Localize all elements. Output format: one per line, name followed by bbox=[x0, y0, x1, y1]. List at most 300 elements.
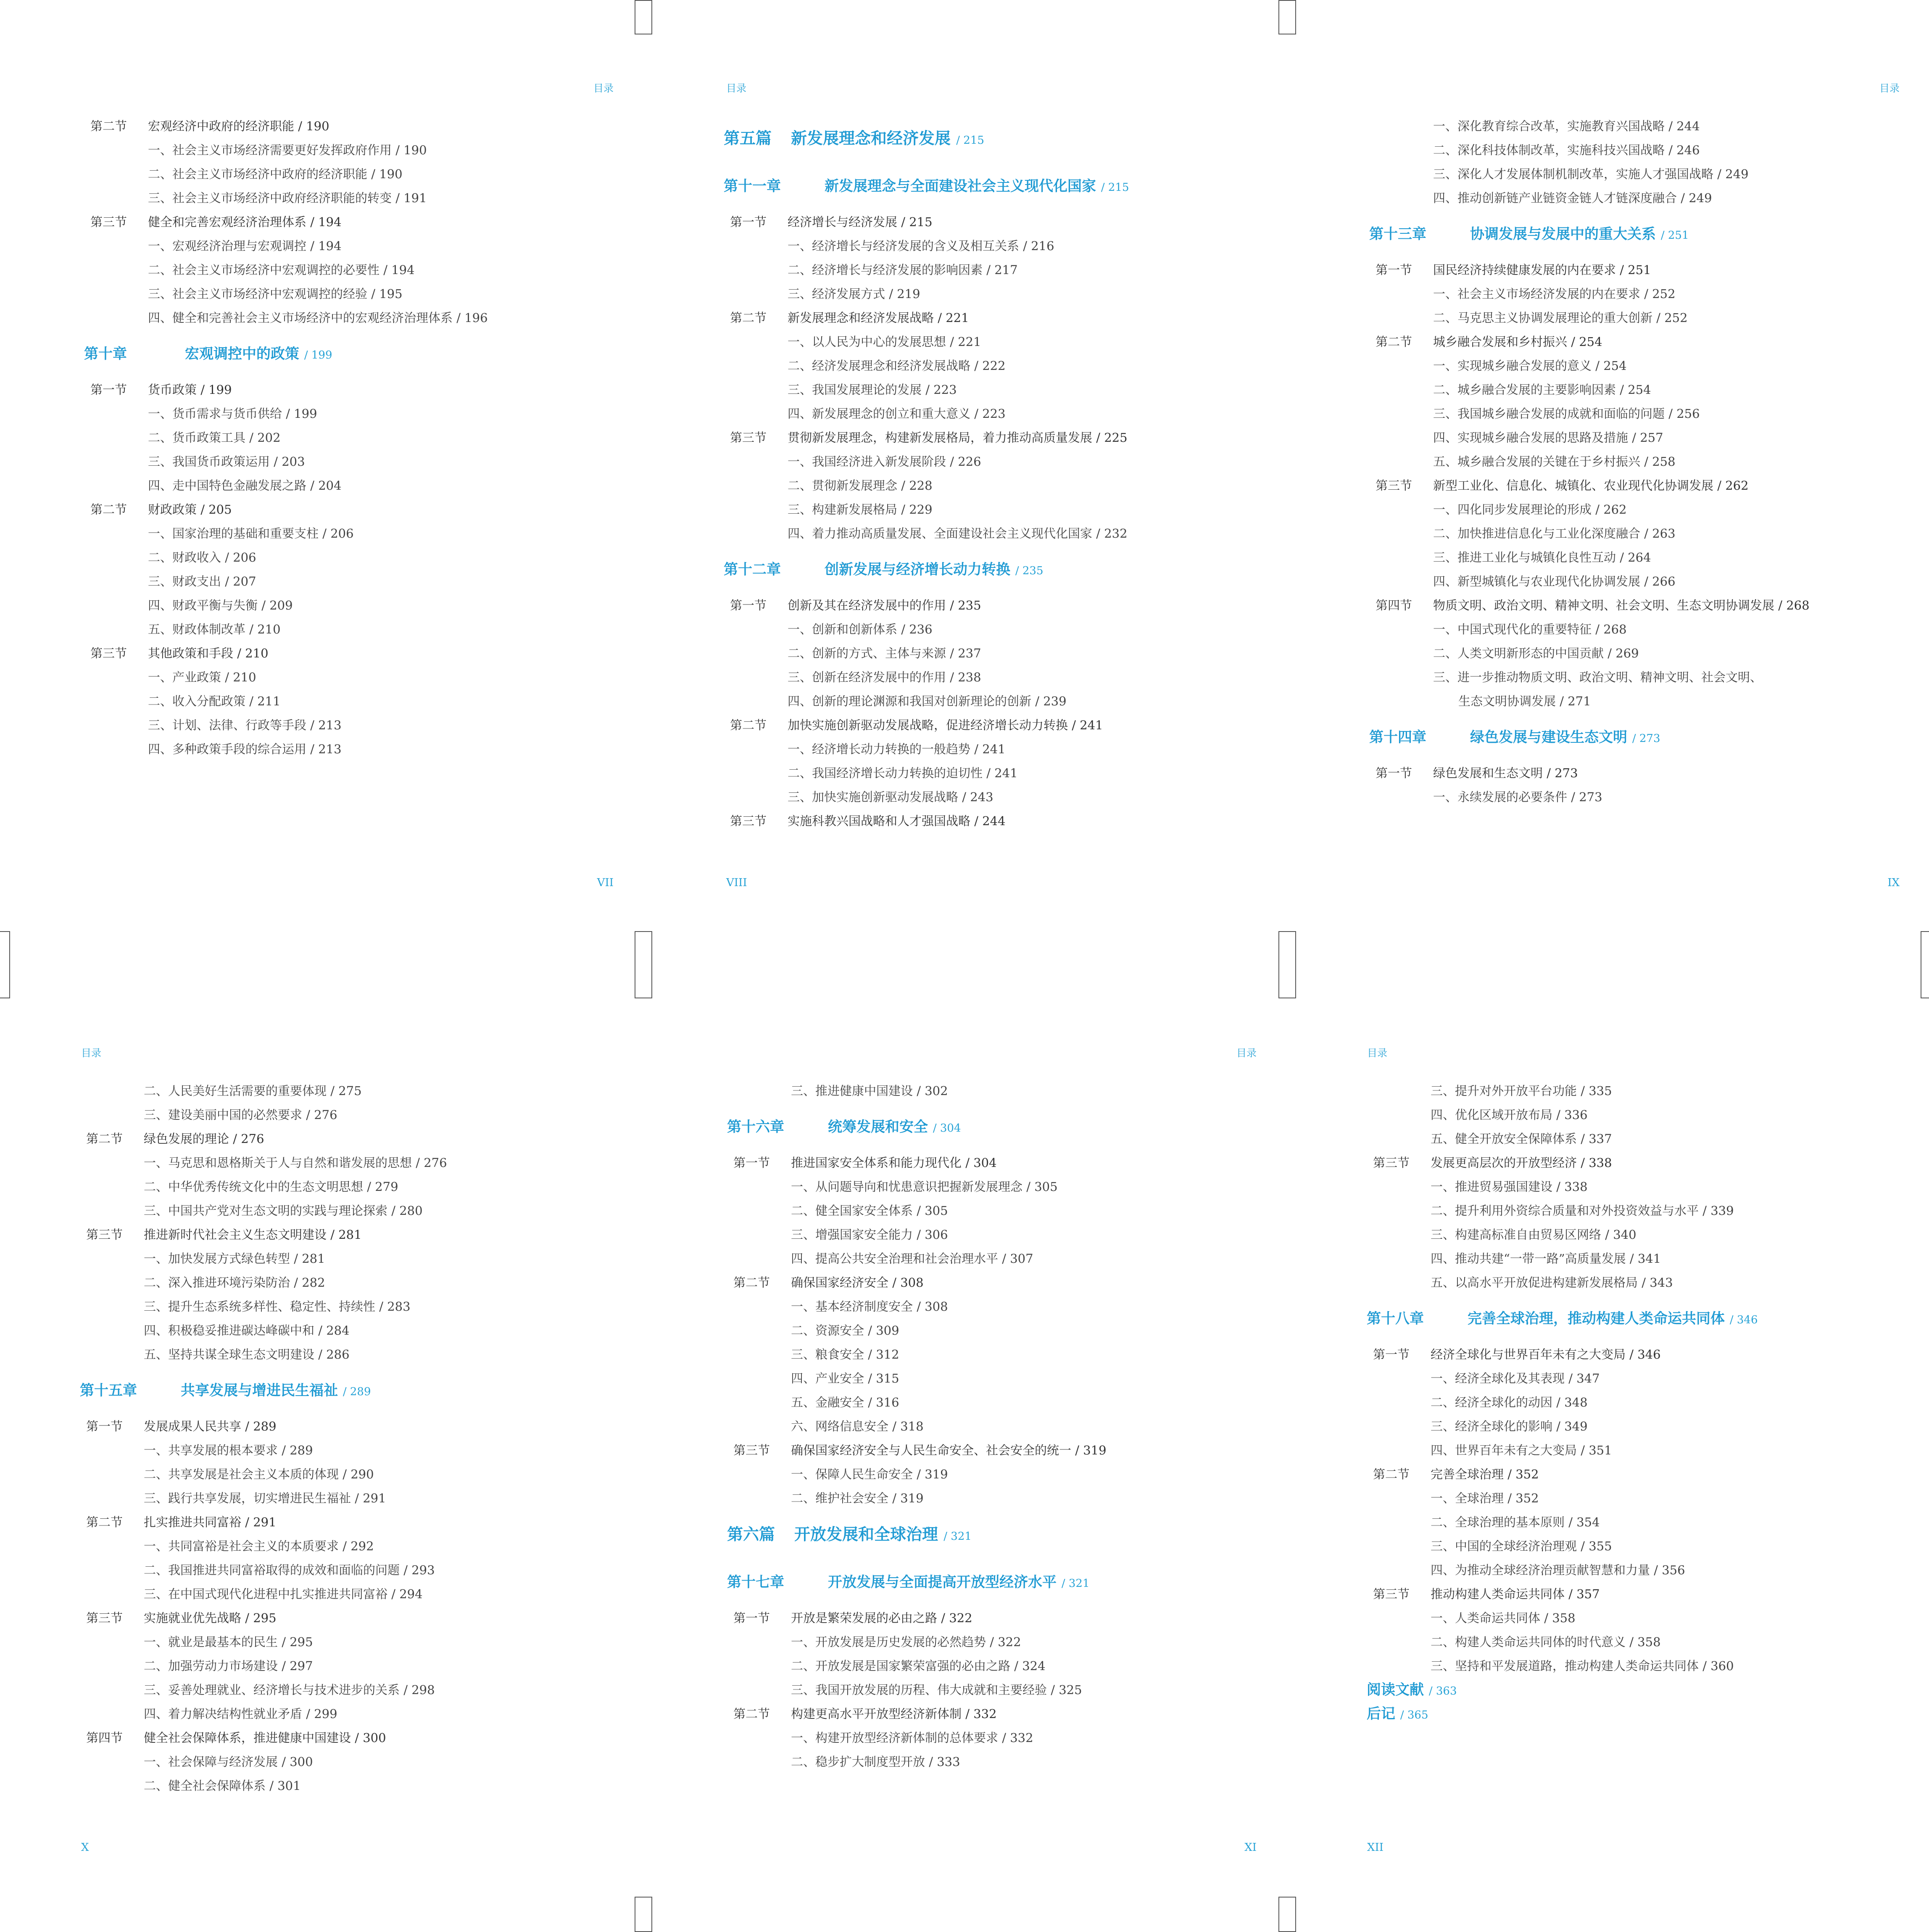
entry-label: 第三节 bbox=[86, 1227, 123, 1242]
entry-text: 新发展理念与全面建设社会主义现代化国家 bbox=[825, 178, 1096, 195]
entry-title bbox=[1433, 354, 1627, 378]
entry-text: 城乡融合发展和乡村振兴 / 254 bbox=[1433, 335, 1602, 349]
entry-label: 第三节 bbox=[730, 814, 767, 828]
entry-text: 推进国家安全体系和能力现代化 / 304 bbox=[791, 1156, 997, 1170]
entry-text: 一、基本经济制度安全 / 308 bbox=[791, 1299, 948, 1314]
entry-title bbox=[148, 474, 342, 498]
entry-title bbox=[791, 1343, 899, 1367]
entry-label: 第二节 bbox=[86, 1515, 123, 1529]
entry-text: 二、货币政策工具 / 202 bbox=[148, 430, 281, 445]
entry-text: 二、中华优秀传统文化中的生态文明思想 / 279 bbox=[144, 1180, 398, 1194]
entry-title bbox=[828, 1103, 961, 1152]
entry-title bbox=[144, 1510, 277, 1534]
entry-title bbox=[791, 1462, 948, 1486]
page-number: X bbox=[81, 1841, 89, 1854]
entry-title bbox=[788, 258, 1018, 282]
crop-mark bbox=[1278, 1897, 1296, 1932]
entry-text: 开放发展与全面提高开放型经济水平 bbox=[828, 1574, 1057, 1591]
entry-page-number: / 273 bbox=[1632, 732, 1660, 745]
entry-title bbox=[144, 1486, 386, 1510]
entry-title bbox=[144, 1079, 362, 1103]
entry-title bbox=[144, 1295, 411, 1319]
entry-text: 一、经济增长与经济发展的含义及相互关系 / 216 bbox=[788, 239, 1054, 253]
entry-title bbox=[1433, 426, 1663, 450]
entry-title bbox=[788, 354, 1006, 378]
entry-label: 第二节 bbox=[1373, 1467, 1410, 1481]
entry-text: 健全和完善宏观经济治理体系 / 194 bbox=[148, 215, 342, 229]
entry-text: 四、着力解决结构性就业矛盾 / 299 bbox=[144, 1707, 337, 1721]
entry-title bbox=[144, 1247, 325, 1271]
entry-text: 三、提升生态系统多样性、稳定性、持续性 / 283 bbox=[144, 1299, 411, 1314]
entry-title bbox=[788, 713, 1103, 737]
entry-text: 完善全球治理，推动构建人类命运共同体 bbox=[1468, 1310, 1725, 1327]
entry-page-number: / 199 bbox=[304, 349, 332, 362]
entry-text: 开放是繁荣发展的必由之路 / 322 bbox=[791, 1611, 972, 1625]
entry-text: 三、增强国家安全能力 / 306 bbox=[791, 1227, 948, 1242]
entry-text: 一、四化同步发展理论的形成 / 262 bbox=[1433, 502, 1627, 517]
entry-title bbox=[1433, 761, 1578, 785]
entry-title bbox=[1433, 474, 1749, 498]
entry-text: 三、建设美丽中国的必然要求 / 276 bbox=[144, 1108, 337, 1122]
entry-text: 一、推进贸易强国建设 / 338 bbox=[1431, 1180, 1588, 1194]
entry-title bbox=[791, 1271, 924, 1295]
entry-title bbox=[1431, 1247, 1661, 1271]
entry-label: 第一节 bbox=[733, 1611, 770, 1625]
entry-label: 第三节 bbox=[730, 430, 767, 445]
entry-title bbox=[791, 1079, 948, 1103]
crop-mark bbox=[1921, 931, 1929, 998]
entry-text: 创新及其在经济发展中的作用 / 235 bbox=[788, 598, 981, 612]
entry-title bbox=[1458, 689, 1591, 713]
entry-label: 第一节 bbox=[1376, 766, 1412, 780]
page-number: IX bbox=[1887, 876, 1900, 889]
entry-title bbox=[148, 234, 342, 258]
entry-text: 三、推进工业化与城镇化良性互动 / 264 bbox=[1433, 550, 1651, 565]
entry-title bbox=[791, 1726, 1033, 1750]
entry-label: 第二节 bbox=[1376, 335, 1412, 349]
entry-text: 绿色发展的理论 / 276 bbox=[144, 1132, 264, 1146]
toc-page-xi bbox=[643, 965, 1286, 1929]
entry-title bbox=[791, 1367, 899, 1391]
entry-text: 一、人类命运共同体 / 358 bbox=[1431, 1611, 1576, 1625]
entry-title bbox=[148, 665, 256, 689]
entry-text: 后记 bbox=[1367, 1705, 1395, 1722]
entry-text: 贯彻新发展理念，构建新发展格局，着力推动高质量发展 / 225 bbox=[788, 430, 1128, 445]
entry-text: 三、进一步推动物质文明、政治文明、精神文明、社会文明、 bbox=[1433, 670, 1763, 684]
entry-text: 经济增长与经济发展 / 215 bbox=[788, 215, 933, 229]
entry-text: 一、货币需求与货币供给 / 199 bbox=[148, 406, 317, 421]
entry-text: 财政政策 / 205 bbox=[148, 502, 232, 517]
entry-title bbox=[1431, 1223, 1636, 1247]
entry-title bbox=[788, 210, 933, 234]
entry-label: 第一节 bbox=[733, 1156, 770, 1170]
entry-title bbox=[1433, 450, 1676, 474]
entry-title bbox=[148, 210, 342, 234]
entry-text: 其他政策和手段 / 210 bbox=[148, 646, 269, 660]
entry-text: 一、产业政策 / 210 bbox=[148, 670, 256, 684]
entry-title bbox=[788, 282, 920, 306]
entry-title bbox=[1431, 1079, 1612, 1103]
entry-title bbox=[788, 618, 933, 641]
entry-title bbox=[148, 713, 342, 737]
entry-text: 二、维护社会安全 / 319 bbox=[791, 1491, 924, 1505]
entry-title bbox=[1431, 1582, 1600, 1606]
entry-title bbox=[788, 306, 969, 330]
entry-text: 三、我国城乡融合发展的成就和面临的问题 / 256 bbox=[1433, 406, 1700, 421]
entry-title bbox=[148, 378, 232, 402]
entry-text: 发展成果人民共享 / 289 bbox=[144, 1419, 277, 1433]
entry-text: 四、推动共建“一带一路”高质量发展 / 341 bbox=[1431, 1251, 1661, 1266]
entry-title bbox=[791, 1678, 1082, 1702]
entry-text: 三、经济发展方式 / 219 bbox=[788, 287, 920, 301]
entry-text: 三、加快实施创新驱动发展战略 / 243 bbox=[788, 790, 993, 804]
entry-title bbox=[1431, 1462, 1539, 1486]
entry-text: 一、社会主义市场经济发展的内在要求 / 252 bbox=[1433, 287, 1676, 301]
entry-title bbox=[791, 1438, 1107, 1462]
entry-text: 四、财政平衡与失衡 / 209 bbox=[148, 598, 293, 612]
entry-label: 第四节 bbox=[86, 1731, 123, 1745]
entry-text: 一、保障人民生命安全 / 319 bbox=[791, 1467, 948, 1481]
entry-text: 四、推动创新链产业链资金链人才链深度融合 / 249 bbox=[1433, 191, 1712, 205]
entry-text: 三、中国的全球经济治理观 / 355 bbox=[1431, 1539, 1612, 1553]
entry-text: 一、实现城乡融合发展的意义 / 254 bbox=[1433, 359, 1627, 373]
entry-label: 第三节 bbox=[1376, 478, 1412, 493]
page-number: XI bbox=[1244, 1841, 1257, 1854]
entry-text: 三、财政支出 / 207 bbox=[148, 574, 256, 589]
entry-text: 一、经济全球化及其表现 / 347 bbox=[1431, 1371, 1600, 1386]
entry-text: 一、加快发展方式绿色转型 / 281 bbox=[144, 1251, 325, 1266]
entry-text: 二、共享发展是社会主义本质的体现 / 290 bbox=[144, 1467, 374, 1481]
entry-title bbox=[1433, 498, 1627, 522]
crop-mark bbox=[635, 931, 652, 998]
running-header: 目录 bbox=[1879, 82, 1900, 94]
entry-text: 二、马克思主义协调发展理论的重大创新 / 252 bbox=[1433, 311, 1688, 325]
entry-text: 二、人类文明新形态的中国贡献 / 269 bbox=[1433, 646, 1639, 660]
entry-text: 一、永续发展的必要条件 / 273 bbox=[1433, 790, 1602, 804]
entry-label: 第一节 bbox=[90, 383, 127, 397]
entry-page-number: / 304 bbox=[933, 1122, 961, 1135]
running-header: 目录 bbox=[1236, 1047, 1257, 1059]
entry-page-number: / 321 bbox=[943, 1530, 972, 1543]
entry-title bbox=[791, 1702, 997, 1726]
entry-text: 五、以高水平开放促进构建新发展格局 / 343 bbox=[1431, 1275, 1673, 1290]
entry-title bbox=[825, 546, 1044, 595]
entry-title bbox=[791, 1391, 899, 1415]
entry-title bbox=[788, 234, 1054, 258]
entry-text: 二、开放发展是国家繁荣富强的必由之路 / 324 bbox=[791, 1659, 1046, 1673]
entry-text: 一、共享发展的根本要求 / 289 bbox=[144, 1443, 313, 1457]
crop-mark bbox=[1278, 0, 1296, 34]
entry-label: 第一节 bbox=[86, 1419, 123, 1433]
entry-text: 二、贯彻新发展理念 / 228 bbox=[788, 478, 933, 493]
entry-title bbox=[791, 1486, 924, 1510]
entry-title bbox=[1433, 282, 1676, 306]
entry-text: 四、优化区域开放布局 / 336 bbox=[1431, 1108, 1588, 1122]
entry-label: 第十二章 bbox=[724, 561, 781, 578]
entry-title bbox=[144, 1151, 447, 1175]
entry-title bbox=[1433, 618, 1627, 641]
entry-text: 二、深入推进环境污染防治 / 282 bbox=[144, 1275, 325, 1290]
entry-text: 一、构建开放型经济新体制的总体要求 / 332 bbox=[791, 1731, 1033, 1745]
entry-text: 健全社会保障体系，推进健康中国建设 / 300 bbox=[144, 1731, 386, 1745]
entry-title bbox=[144, 1415, 277, 1438]
entry-text: 二、深化科技体制改革，实施科技兴国战略 / 246 bbox=[1433, 143, 1700, 157]
entry-title bbox=[791, 1606, 972, 1630]
entry-text: 二、社会主义市场经济中政府的经济职能 / 190 bbox=[148, 167, 403, 181]
running-header: 目录 bbox=[593, 82, 614, 94]
entry-title bbox=[144, 1750, 313, 1774]
entry-text: 二、创新的方式、主体与来源 / 237 bbox=[788, 646, 981, 660]
entry-label: 第三节 bbox=[86, 1611, 123, 1625]
entry-text: 三、提升对外开放平台功能 / 335 bbox=[1431, 1084, 1612, 1098]
entry-label: 第二节 bbox=[90, 502, 127, 517]
entry-title bbox=[791, 1319, 899, 1343]
entry-text: 确保国家经济安全与人民生命安全、社会安全的统一 / 319 bbox=[791, 1443, 1107, 1457]
entry-label: 第三节 bbox=[90, 215, 127, 229]
entry-title bbox=[1470, 210, 1689, 259]
entry-label: 第二节 bbox=[730, 311, 767, 325]
entry-text: 绿色发展和生态文明 / 273 bbox=[1433, 766, 1578, 780]
running-header: 目录 bbox=[1367, 1047, 1387, 1059]
entry-label: 第十七章 bbox=[727, 1574, 784, 1591]
entry-text: 四、新发展理念的创立和重大意义 / 223 bbox=[788, 406, 1006, 421]
entry-label: 第二节 bbox=[90, 119, 127, 133]
crop-mark bbox=[1278, 931, 1296, 998]
entry-label: 第十六章 bbox=[727, 1119, 784, 1135]
entry-title bbox=[1433, 402, 1700, 426]
crop-mark bbox=[635, 0, 652, 34]
entry-title bbox=[148, 282, 403, 306]
entry-text: 加快实施创新驱动发展战略，促进经济增长动力转换 / 241 bbox=[788, 718, 1103, 732]
entry-label: 第三节 bbox=[90, 646, 127, 660]
toc-page-xii bbox=[1286, 965, 1929, 1929]
entry-text: 四、多种政策手段的综合运用 / 213 bbox=[148, 742, 342, 756]
entry-text: 四、创新的理论渊源和我国对创新理论的创新 / 239 bbox=[788, 694, 1067, 708]
entry-text: 二、提升利用外资综合质量和对外投资效益与水平 / 339 bbox=[1431, 1204, 1734, 1218]
entry-title bbox=[788, 402, 1006, 426]
entry-text: 一、国家治理的基础和重要支柱 / 206 bbox=[148, 526, 354, 541]
entry-text: 三、社会主义市场经济中政府经济职能的转变 / 191 bbox=[148, 191, 427, 205]
entry-title bbox=[144, 1678, 435, 1702]
entry-title bbox=[1433, 138, 1700, 162]
entry-text: 一、开放发展是历史发展的必然趋势 / 322 bbox=[791, 1635, 1021, 1649]
entry-title bbox=[1367, 1702, 1428, 1727]
entry-title bbox=[144, 1319, 350, 1343]
entry-text: 六、网络信息安全 / 318 bbox=[791, 1419, 924, 1433]
entry-title bbox=[144, 1271, 325, 1295]
page-number: XII bbox=[1367, 1841, 1384, 1854]
entry-text: 三、经济全球化的影响 / 349 bbox=[1431, 1419, 1588, 1433]
entry-label: 第一节 bbox=[1373, 1347, 1410, 1362]
entry-title bbox=[144, 1175, 398, 1199]
entry-text: 宏观经济中政府的经济职能 / 190 bbox=[148, 119, 329, 133]
entry-title bbox=[148, 641, 269, 665]
entry-label: 第五篇 bbox=[724, 129, 772, 148]
entry-label: 第二节 bbox=[733, 1275, 770, 1290]
entry-title bbox=[144, 1774, 301, 1798]
entry-text: 共享发展与增进民生福祉 bbox=[181, 1382, 338, 1399]
entry-title bbox=[791, 114, 984, 164]
entry-title bbox=[144, 1558, 435, 1582]
entry-text: 一、以人民为中心的发展思想 / 221 bbox=[788, 335, 981, 349]
entry-title bbox=[1433, 522, 1676, 546]
entry-title bbox=[144, 1582, 423, 1606]
entry-text: 三、构建新发展格局 / 229 bbox=[788, 502, 933, 517]
entry-text: 一、深化教育综合改革，实施教育兴国战略 / 244 bbox=[1433, 119, 1700, 133]
entry-title bbox=[144, 1462, 374, 1486]
entry-text: 绿色发展与建设生态文明 bbox=[1470, 729, 1627, 746]
entry-title bbox=[1431, 1654, 1734, 1678]
entry-text: 四、着力推动高质量发展、全面建设社会主义现代化国家 / 232 bbox=[788, 526, 1128, 541]
entry-text: 统筹发展和安全 bbox=[828, 1119, 928, 1135]
entry-text: 二、人民美好生活需要的重要体现 / 275 bbox=[144, 1084, 362, 1098]
entry-title bbox=[1433, 785, 1602, 809]
entry-title bbox=[144, 1654, 313, 1678]
entry-title bbox=[148, 450, 305, 474]
entry-page-number: / 321 bbox=[1061, 1577, 1090, 1590]
entry-text: 一、社会保障与经济发展 / 300 bbox=[144, 1755, 313, 1769]
entry-title bbox=[1431, 1486, 1539, 1510]
entry-title bbox=[1433, 306, 1688, 330]
entry-title bbox=[794, 1510, 972, 1560]
entry-text: 完善全球治理 / 352 bbox=[1431, 1467, 1539, 1481]
entry-text: 四、提高公共安全治理和社会治理水平 / 307 bbox=[791, 1251, 1033, 1266]
entry-text: 三、社会主义市场经济中宏观调控的经验 / 195 bbox=[148, 287, 403, 301]
entry-text: 四、为推动全球经济治理贡献智慧和力量 / 356 bbox=[1431, 1563, 1685, 1577]
entry-title bbox=[1431, 1415, 1588, 1438]
toc-page-viii bbox=[643, 0, 1286, 965]
entry-title bbox=[1431, 1343, 1661, 1367]
crop-mark bbox=[635, 1897, 652, 1932]
entry-title bbox=[1431, 1510, 1600, 1534]
entry-title bbox=[1433, 570, 1676, 594]
entry-text: 推动构建人类命运共同体 / 357 bbox=[1431, 1587, 1600, 1601]
entry-title bbox=[788, 450, 981, 474]
entry-text: 四、产业安全 / 315 bbox=[791, 1371, 899, 1386]
entry-title bbox=[1367, 1678, 1457, 1703]
entry-title bbox=[1433, 186, 1712, 210]
crop-mark bbox=[0, 931, 10, 998]
entry-title bbox=[148, 618, 281, 641]
entry-title bbox=[1431, 1271, 1673, 1295]
entry-title bbox=[1431, 1367, 1600, 1391]
entry-text: 一、社会主义市场经济需要更好发挥政府作用 / 190 bbox=[148, 143, 427, 157]
entry-text: 三、践行共享发展，切实增进民生福祉 / 291 bbox=[144, 1491, 386, 1505]
entry-title bbox=[148, 114, 329, 138]
entry-page-number: / 289 bbox=[343, 1386, 371, 1398]
entry-text: 新发展理念和经济发展 bbox=[791, 129, 951, 148]
entry-title bbox=[1431, 1534, 1612, 1558]
entry-title bbox=[788, 498, 933, 522]
entry-text: 三、推进健康中国建设 / 302 bbox=[791, 1084, 948, 1098]
entry-text: 三、我国开放发展的历程、伟大成就和主要经验 / 325 bbox=[791, 1683, 1082, 1697]
entry-text: 四、健全和完善社会主义市场经济中的宏观经济治理体系 / 196 bbox=[148, 311, 488, 325]
entry-text: 四、实现城乡融合发展的思路及措施 / 257 bbox=[1433, 430, 1663, 445]
entry-title bbox=[1433, 378, 1651, 402]
entry-text: 二、经济增长与经济发展的影响因素 / 217 bbox=[788, 263, 1018, 277]
entry-title bbox=[144, 1223, 362, 1247]
entry-text: 扎实推进共同富裕 / 291 bbox=[144, 1515, 277, 1529]
entry-label: 第二节 bbox=[86, 1132, 123, 1146]
entry-text: 四、积极稳妥推进碳达峰碳中和 / 284 bbox=[144, 1323, 350, 1338]
toc-page-ix bbox=[1286, 0, 1929, 965]
entry-title bbox=[148, 426, 281, 450]
entry-text: 物质文明、政治文明、精神文明、社会文明、生态文明协调发展 / 268 bbox=[1433, 598, 1810, 612]
entry-page-number: / 365 bbox=[1400, 1709, 1428, 1721]
entry-label: 第一节 bbox=[730, 215, 767, 229]
entry-text: 实施就业优先战略 / 295 bbox=[144, 1611, 277, 1625]
entry-text: 生态文明协调发展 / 271 bbox=[1458, 694, 1591, 708]
entry-text: 三、计划、法律、行政等手段 / 213 bbox=[148, 718, 342, 732]
entry-text: 宏观调控中的政策 bbox=[185, 346, 299, 362]
entry-text: 四、走中国特色金融发展之路 / 204 bbox=[148, 478, 342, 493]
entry-text: 二、构建人类命运共同体的时代意义 / 358 bbox=[1431, 1635, 1661, 1649]
entry-text: 五、健全开放安全保障体系 / 337 bbox=[1431, 1132, 1612, 1146]
entry-title bbox=[1468, 1295, 1758, 1344]
entry-title bbox=[144, 1103, 337, 1127]
entry-title bbox=[1431, 1391, 1588, 1415]
entry-title bbox=[148, 546, 256, 570]
entry-title bbox=[791, 1295, 948, 1319]
entry-page-number: / 215 bbox=[956, 134, 984, 147]
entry-text: 二、我国经济增长动力转换的迫切性 / 241 bbox=[788, 766, 1018, 780]
entry-text: 确保国家经济安全 / 308 bbox=[791, 1275, 924, 1290]
entry-text: 推进新时代社会主义生态文明建设 / 281 bbox=[144, 1227, 362, 1242]
entry-title bbox=[791, 1415, 924, 1438]
entry-title bbox=[1433, 114, 1700, 138]
running-header: 目录 bbox=[81, 1047, 101, 1059]
toc-page-x bbox=[0, 965, 643, 1929]
entry-title bbox=[791, 1654, 1046, 1678]
entry-title bbox=[144, 1127, 264, 1151]
entry-title bbox=[144, 1343, 350, 1367]
entry-label: 第十章 bbox=[84, 346, 127, 362]
entry-text: 三、我国发展理论的发展 / 223 bbox=[788, 383, 957, 397]
entry-text: 二、加快推进信息化与工业化深度融合 / 263 bbox=[1433, 526, 1676, 541]
entry-title bbox=[1433, 594, 1810, 618]
entry-title bbox=[148, 498, 232, 522]
entry-title bbox=[788, 641, 981, 665]
entry-text: 二、资源安全 / 309 bbox=[791, 1323, 899, 1338]
entry-title bbox=[791, 1630, 1021, 1654]
entry-label: 第一节 bbox=[1376, 263, 1412, 277]
entry-text: 阅读文献 bbox=[1367, 1681, 1424, 1698]
entry-title bbox=[788, 809, 1006, 833]
entry-page-number: / 235 bbox=[1015, 565, 1044, 577]
entry-title bbox=[148, 258, 415, 282]
entry-title bbox=[181, 1367, 371, 1416]
entry-label: 第二节 bbox=[730, 718, 767, 732]
entry-title bbox=[1431, 1103, 1588, 1127]
entry-text: 三、在中国式现代化进程中扎实推进共同富裕 / 294 bbox=[144, 1587, 423, 1601]
entry-title bbox=[144, 1726, 386, 1750]
entry-text: 三、构建高标准自由贸易区网络 / 340 bbox=[1431, 1227, 1636, 1242]
entry-title bbox=[148, 689, 281, 713]
entry-text: 构建更高水平开放型经济新体制 / 332 bbox=[791, 1707, 997, 1721]
entry-text: 二、财政收入 / 206 bbox=[148, 550, 256, 565]
entry-label: 第六篇 bbox=[727, 1525, 775, 1544]
entry-text: 新型工业化、信息化、城镇化、农业现代化协调发展 / 262 bbox=[1433, 478, 1749, 493]
entry-title bbox=[791, 1199, 948, 1223]
entry-title bbox=[1433, 330, 1602, 354]
entry-text: 五、坚持共谋全球生态文明建设 / 286 bbox=[144, 1347, 350, 1362]
entry-label: 第三节 bbox=[1373, 1156, 1410, 1170]
entry-page-number: / 215 bbox=[1101, 181, 1129, 194]
entry-title bbox=[1431, 1199, 1734, 1223]
entry-title bbox=[148, 306, 488, 330]
entry-title bbox=[1433, 162, 1749, 186]
entry-title bbox=[144, 1630, 313, 1654]
